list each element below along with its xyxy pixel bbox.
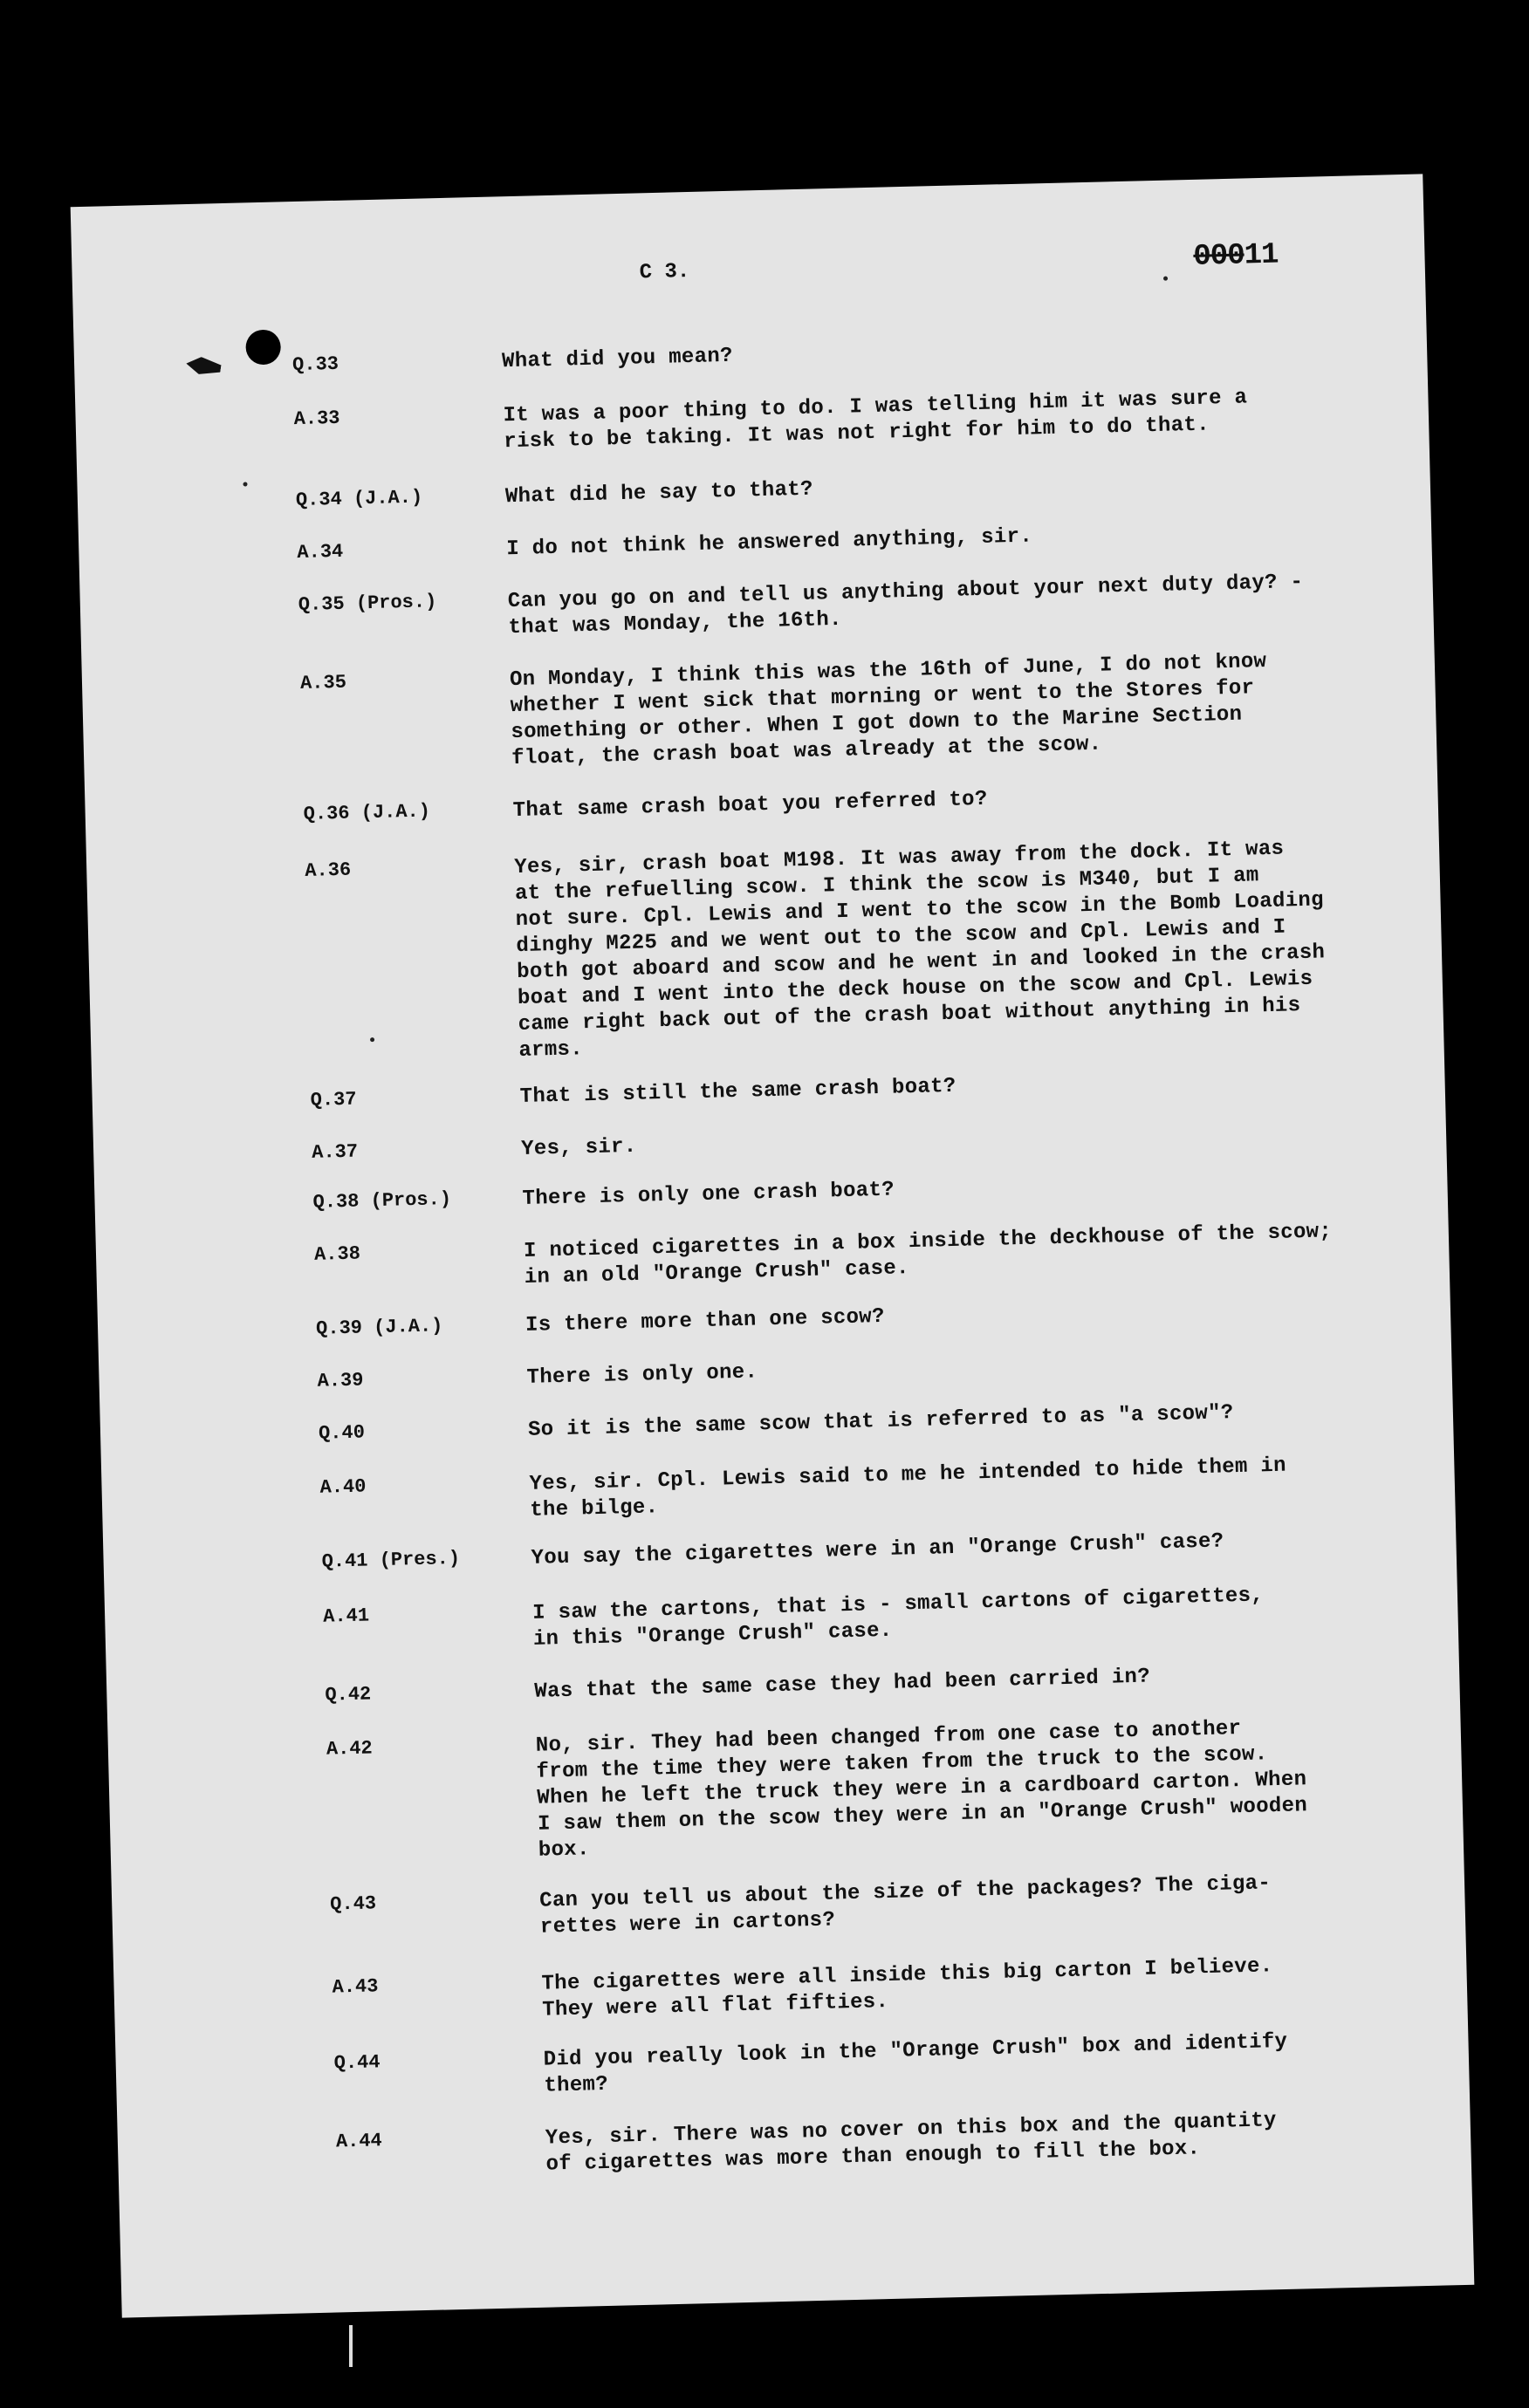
- entry-text: No, sir. They had been changed from one case to another from the time they were taken from the truck to the scow. When he left the truck they were in a cardboard carton. When I saw them on the scow they were in an "Orange Crush" wooden box.: [535, 1717, 1308, 1863]
- qa-entry: [86, 832, 1439, 1064]
- entry-label: A.44: [335, 2130, 383, 2153]
- qa-entry: [79, 514, 1431, 564]
- document-page: [71, 174, 1475, 2317]
- entry-label: Q.34 (J.A.): [295, 486, 423, 512]
- entry-text: The cigarettes were all inside this big carton I believe. They were all flat fifties.: [541, 1954, 1273, 2022]
- entry-label: Q.36 (J.A.): [303, 800, 431, 825]
- ink-blot: [245, 329, 281, 365]
- entry-text: Yes, sir.: [520, 1134, 637, 1161]
- entry-text: I noticed cigarettes in a box inside the deckhouse of the scow; in an old "Orange Crush" case.: [523, 1220, 1333, 1290]
- entry-text: That same crash boat you referred to?: [512, 787, 988, 824]
- ink-speck: [1163, 277, 1168, 281]
- entry-text: On Monday, I think this was the 16th of June, I do not know whether I went sick that morning or went to the Stores for something or other. When I got down to the Marine Section float, the crash boat was already at the scow.: [509, 649, 1267, 771]
- entry-label: Q.37: [310, 1088, 357, 1112]
- entry-label: A.43: [332, 1975, 379, 1999]
- qa-entry: [82, 645, 1435, 771]
- qa-entry: [108, 1711, 1461, 1863]
- entry-text: Can you go on and tell us anything about your next duty day? - that was Monday, the 16th.: [507, 570, 1304, 640]
- page-code: C 3.: [639, 259, 690, 285]
- entry-label: A.38: [313, 1242, 361, 1266]
- qa-entry: [113, 1949, 1466, 2022]
- entry-label: Q.41 (Pres.): [321, 1547, 461, 1573]
- qa-entry: [98, 1290, 1450, 1340]
- qa-entry: [101, 1449, 1454, 1522]
- qa-entry: [103, 1523, 1456, 1573]
- entry-text: Yes, sir. Cpl. Lewis said to me he intended to hide them in the bilge.: [529, 1454, 1287, 1522]
- entry-label: A.39: [317, 1369, 364, 1392]
- entry-text: Yes, sir. There was no cover on this box and the quantity of cigarettes was more than enough to fill the box.: [545, 2109, 1278, 2177]
- qa-entry: [93, 1114, 1446, 1164]
- entry-label: Q.33: [291, 352, 339, 377]
- qa-entry: [78, 462, 1430, 512]
- entry-text: That is still the same crash boat?: [519, 1074, 956, 1110]
- page-number-value: 11: [1244, 238, 1279, 273]
- qa-entry: [99, 1343, 1451, 1392]
- entry-text: Is there more than one scow?: [525, 1304, 886, 1337]
- qa-entry: [116, 2025, 1469, 2098]
- qa-entry: [75, 380, 1428, 455]
- entry-label: A.34: [297, 540, 344, 564]
- entry-text: Was that the same case they had been carried in?: [534, 1665, 1151, 1704]
- entry-text: Yes, sir, crash boat M198. It was away from the dock. It was at the refuelling scow. I think the scow is M340, but I am not sure. Cpl. Lewis and I went to the scow in the Bomb Loading dinghy M225 and we went out to the scow and Cpl. Lewis and I both got aboard and scow and he went in and looked in the crash boat and I went into the deck house on the scow and Cpl. Lewis came right back out of the crash boat without anything in his arms.: [513, 837, 1326, 1064]
- qa-entry: [93, 1062, 1445, 1112]
- entry-text: Did you really look in the "Orange Crush" box and identify them?: [543, 2029, 1288, 2098]
- entry-text: There is only one crash boat?: [522, 1178, 895, 1211]
- entry-label: Q.40: [318, 1421, 366, 1445]
- entry-label: A.33: [293, 407, 340, 431]
- entry-text: What did you mean?: [501, 344, 734, 374]
- entry-label: Q.44: [333, 2051, 381, 2075]
- entry-text: You say the cigarettes were in an "Orange Crush" case?: [531, 1529, 1224, 1570]
- entry-label: Q.43: [329, 1892, 377, 1916]
- entry-text: So it is the same scow that is referred to as "a scow"?: [527, 1401, 1234, 1442]
- entry-label: Q.38 (Pros.): [312, 1187, 452, 1214]
- entry-label: A.36: [305, 859, 352, 882]
- entry-label: Q.42: [325, 1683, 372, 1707]
- entry-text: What did he say to that?: [504, 477, 814, 510]
- entry-label: Q.39 (J.A.): [315, 1315, 443, 1340]
- qa-entry: [94, 1164, 1447, 1214]
- entry-text: There is only one.: [526, 1360, 758, 1390]
- entry-label: A.37: [311, 1140, 359, 1164]
- entry-text: It was a poor thing to do. I was telling him it was sure a risk to be taking. It was not right for him to do that.: [503, 386, 1248, 455]
- entry-label: A.40: [319, 1475, 367, 1499]
- entry-text: I saw the cartons, that is - small cartons of cigarettes, in this "Orange Crush" case.: [531, 1584, 1265, 1652]
- scan-mark: [349, 2325, 353, 2367]
- qa-entry: [86, 776, 1438, 825]
- arrow-mark: [185, 355, 223, 378]
- page-number: [1193, 239, 1279, 274]
- entry-label: Q.35 (Pros.): [298, 591, 437, 617]
- qa-entry: [105, 1578, 1457, 1652]
- qa-entry: [96, 1216, 1449, 1290]
- ink-speck: [243, 482, 247, 486]
- ink-speck: [370, 1037, 374, 1042]
- entry-label: A.42: [326, 1737, 374, 1761]
- qa-entry: [118, 2104, 1471, 2177]
- qa-entry: [106, 1657, 1459, 1707]
- entry-label: A.35: [299, 671, 347, 695]
- entry-label: A.41: [322, 1604, 370, 1628]
- qa-entry: [112, 1866, 1464, 1939]
- entry-text: I do not think he answered anything, sir.: [506, 524, 1033, 562]
- qa-entry: [100, 1395, 1453, 1445]
- page-number-struck: 000: [1192, 239, 1245, 274]
- qa-entry: [80, 566, 1433, 640]
- entry-text: Can you tell us about the size of the packages? The ciga- rettes were in cartons?: [538, 1871, 1272, 1939]
